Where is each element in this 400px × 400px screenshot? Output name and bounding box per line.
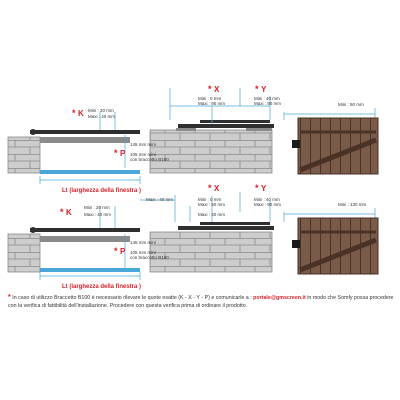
k-label-b: K bbox=[66, 208, 72, 217]
shutter-bottom bbox=[292, 218, 378, 274]
left-wall bbox=[8, 137, 40, 173]
lintel bbox=[40, 137, 130, 143]
k-maxi: Maxi : 40 mm bbox=[88, 114, 116, 119]
track-b bbox=[30, 228, 140, 232]
k-star-b: * bbox=[60, 207, 64, 217]
maxi-40-under-b: Maxi : 40 mm bbox=[198, 212, 226, 217]
footnote-text-before: In caso di utilizzo Braccetto B100 è necessario rilevare le quote esatte (K - X - Y - P) e comunicarle a : bbox=[12, 295, 252, 301]
x-star: * bbox=[208, 84, 212, 94]
bottom-diagram bbox=[8, 183, 378, 290]
right-bracket bbox=[176, 128, 196, 131]
track bbox=[30, 130, 140, 134]
x-label-b: X bbox=[214, 184, 220, 193]
k-maxi-b: Maxi : 40 mm bbox=[84, 212, 112, 217]
y-mini-b: Mini : 40 mm bbox=[254, 197, 280, 202]
y-label: Y bbox=[261, 85, 267, 94]
p-line2: 105 mm mini bbox=[130, 152, 156, 157]
shutter-top bbox=[292, 118, 378, 174]
footnote-star: * bbox=[8, 294, 11, 301]
footnote-text-after: in modo che Somfy possa procedere con la verifica di fattibilità dell'installazione. Procedere con questa verifica prima di ordinare il prodotto. bbox=[8, 295, 394, 309]
right-wall bbox=[150, 130, 272, 173]
right-wall-b bbox=[150, 232, 272, 272]
p-line3: con braccetto B100 bbox=[130, 157, 169, 162]
right-track-upper bbox=[200, 120, 270, 123]
x-maxi: Maxi : 90 mm bbox=[198, 101, 226, 106]
footnote bbox=[8, 294, 396, 310]
k-mini: Mini : 20 mm bbox=[88, 108, 114, 113]
shutter-bottom-dim: Mini : 130 mm bbox=[338, 202, 367, 207]
y-label-b: Y bbox=[261, 184, 267, 193]
right-bracket-b bbox=[246, 128, 272, 131]
maxi-left-b: Maxi : 40 mm bbox=[146, 197, 174, 202]
p-star-b: * bbox=[114, 246, 118, 256]
left-wall-b bbox=[8, 234, 40, 272]
x-maxi-b: Maxi : 50 mm bbox=[198, 202, 226, 207]
right-track bbox=[178, 124, 274, 128]
k-star: * bbox=[72, 108, 76, 118]
right-track-b bbox=[178, 226, 274, 230]
top-diagram bbox=[8, 84, 378, 194]
lintel-b bbox=[40, 236, 130, 242]
y-star-b: * bbox=[255, 183, 259, 193]
y-mini: Mini : 40 mm bbox=[254, 96, 280, 101]
y-maxi: Maxi : 90 mm bbox=[254, 101, 282, 106]
k-mini-b: Mini : 20 mm bbox=[84, 205, 110, 210]
y-star: * bbox=[255, 84, 259, 94]
contact-email-link[interactable]: portale@gmscreen.it bbox=[253, 295, 306, 301]
p-label-b: P bbox=[120, 247, 126, 256]
k-label: K bbox=[78, 109, 84, 118]
bracket-knob bbox=[30, 129, 36, 135]
right-track-upper-b bbox=[200, 222, 270, 225]
shutter-top-dim: Mini : 90 mm bbox=[338, 102, 364, 107]
p-line3-b: con braccetto B100 bbox=[130, 255, 169, 260]
x-label: X bbox=[214, 85, 220, 94]
lt-label: Lt (larghezza della finestra ) bbox=[62, 188, 142, 194]
window-glass-b bbox=[40, 268, 140, 272]
lt-label-b: Lt (larghezza della finestra ) bbox=[62, 284, 142, 290]
p-star: * bbox=[114, 148, 118, 158]
p-line2-b: 105 mm mini bbox=[130, 250, 156, 255]
x-star-b: * bbox=[208, 183, 212, 193]
x-mini-b: Mini : 0 mm bbox=[198, 197, 222, 202]
p-label: P bbox=[120, 149, 126, 158]
p-line1: 145 mm mini bbox=[130, 142, 156, 147]
window-glass bbox=[40, 170, 140, 174]
x-mini: Mini : 0 mm bbox=[198, 96, 222, 101]
p-line1-b: 145 mm mini bbox=[130, 240, 156, 245]
y-maxi-b: Maxi : 90 mm bbox=[254, 202, 282, 207]
bracket-knob-b bbox=[30, 227, 36, 233]
